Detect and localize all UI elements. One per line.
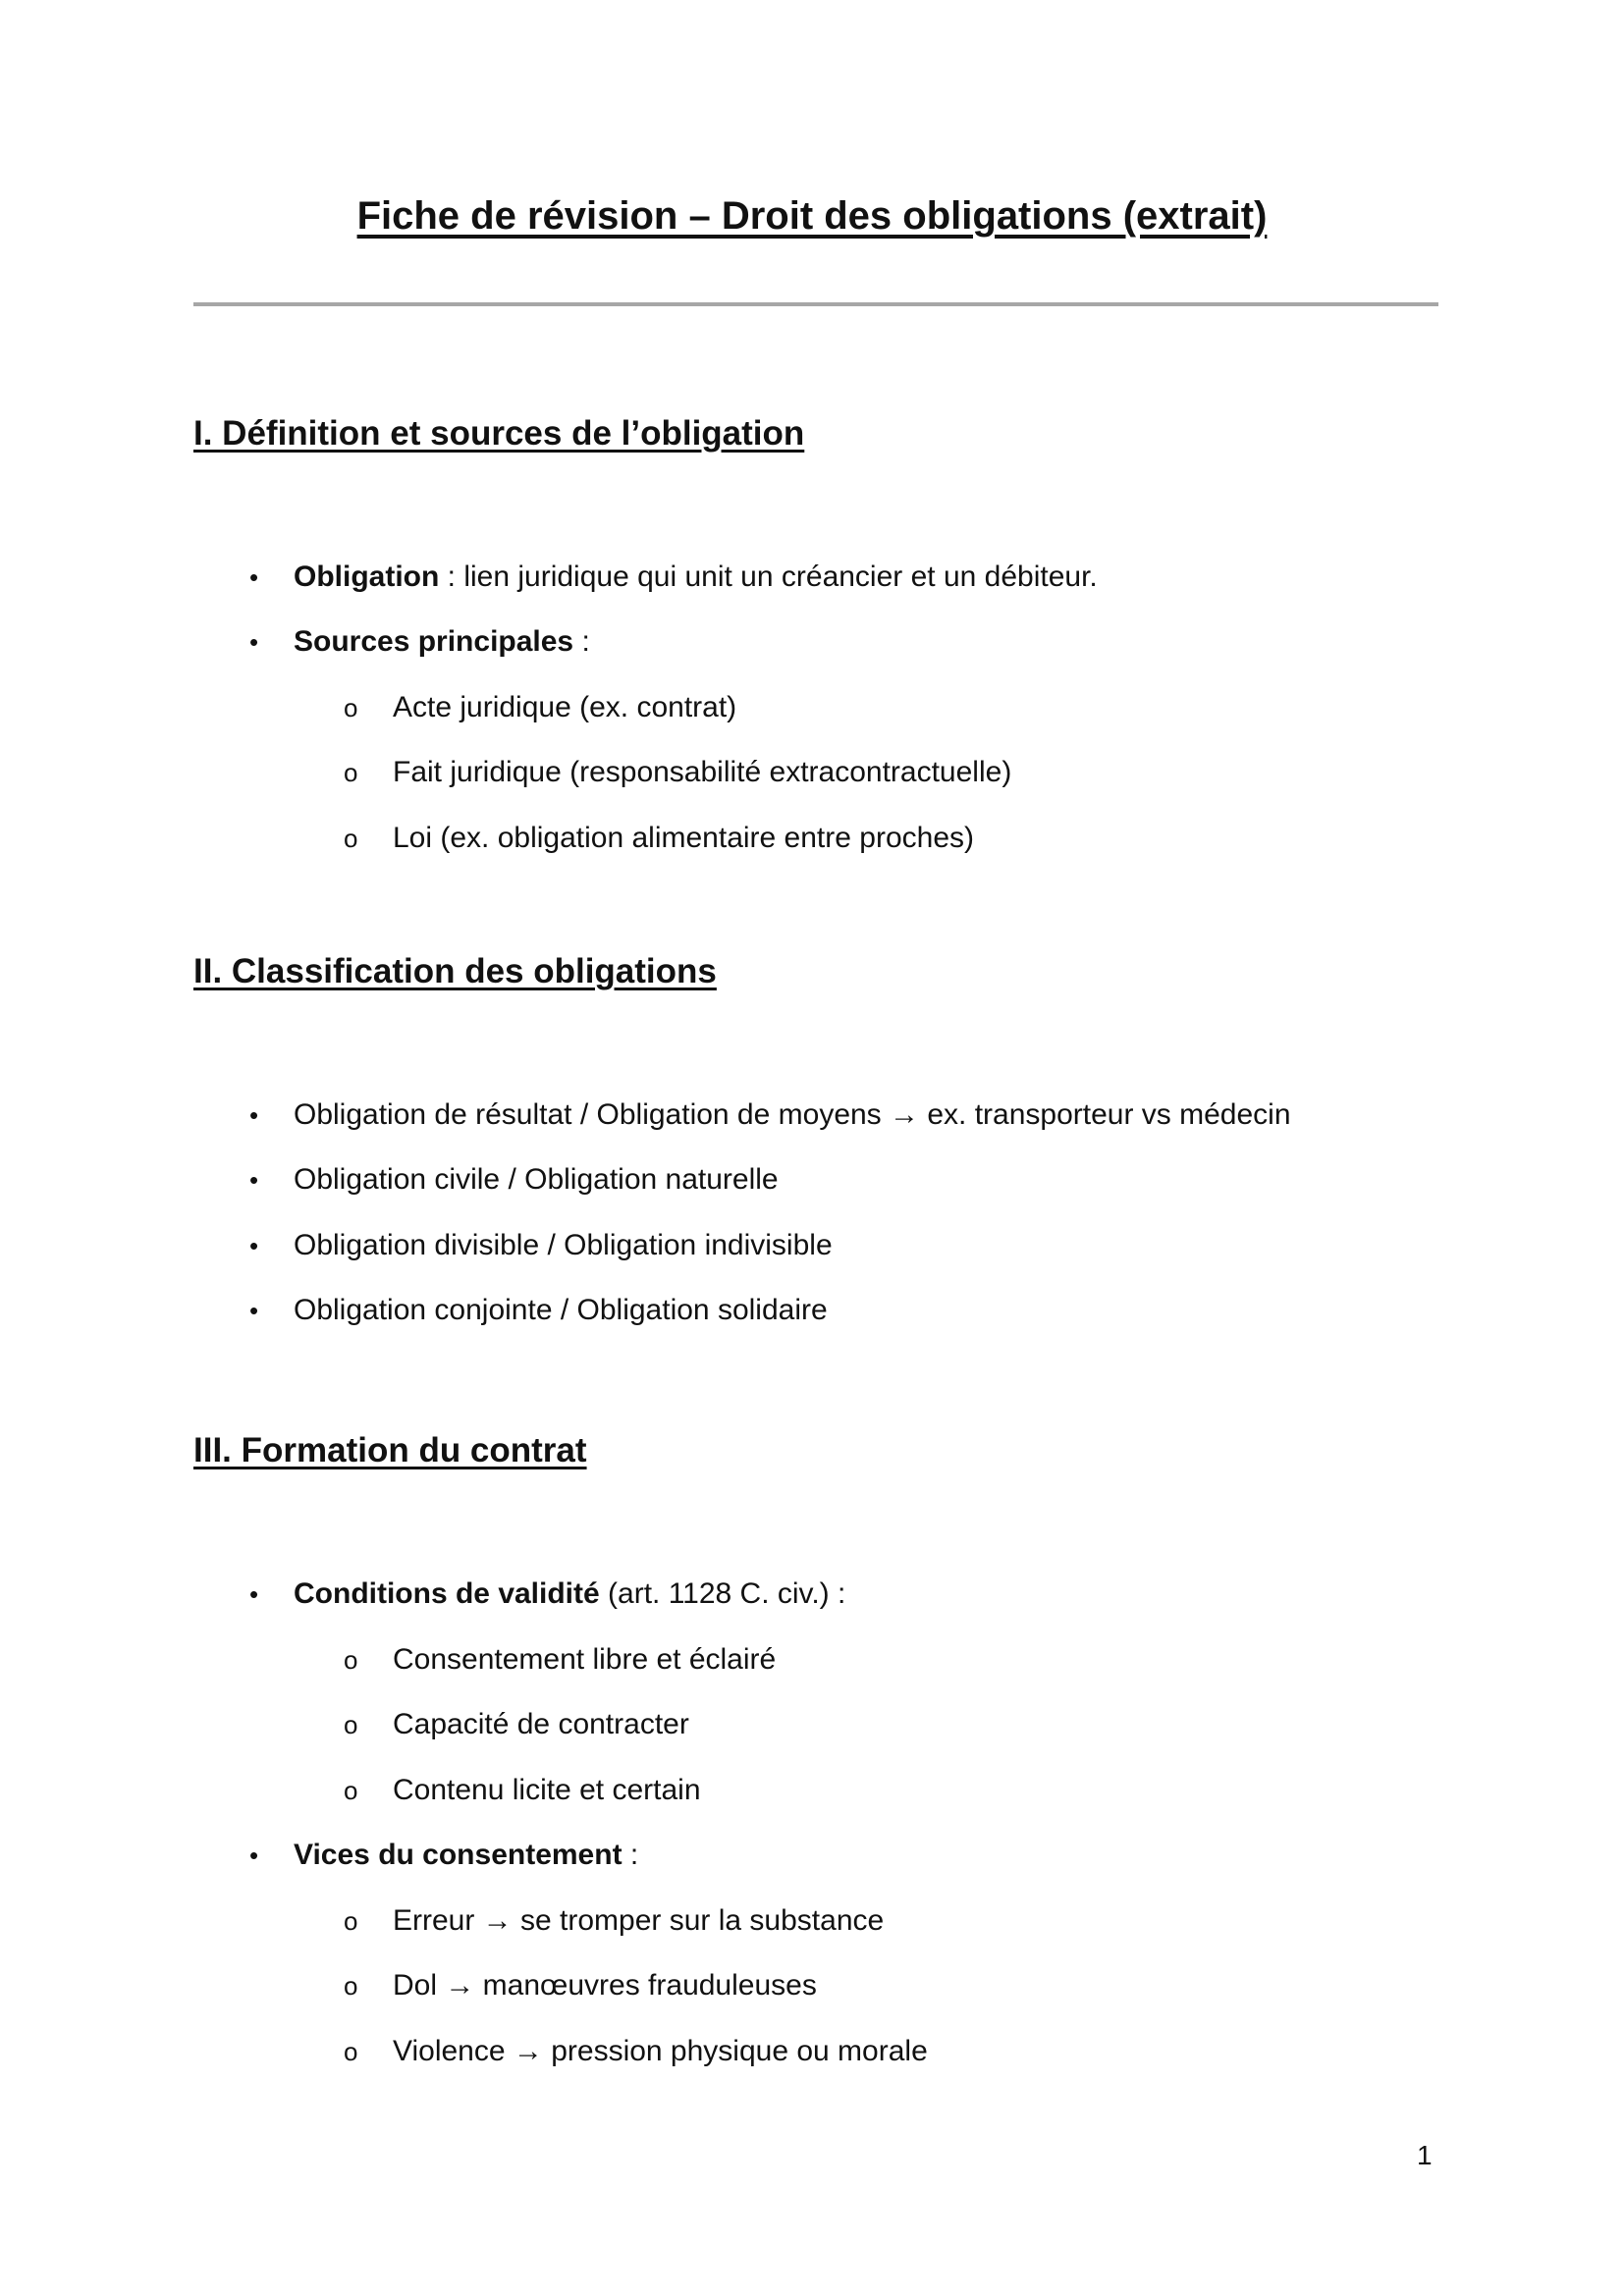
list-item-text: Obligation civile / Obligation naturelle	[294, 1163, 779, 1196]
sub-bullet-marker: o	[344, 824, 358, 853]
term-definition: : lien juridique qui unit un créancier et un débiteur.	[439, 561, 1098, 593]
bullet-marker: •	[249, 562, 259, 592]
sub-item-text: Capacité de contracter	[393, 1708, 689, 1740]
term-label: Vices du consentement	[294, 1839, 623, 1871]
bullet-marker: •	[249, 1579, 259, 1609]
document-title: Fiche de révision – Droit des obligations (extrait)	[356, 194, 1268, 238]
term-definition: :	[622, 1839, 639, 1871]
section-heading-1: I. Définition et sources de l’obligation	[193, 414, 805, 453]
list-item-text: Obligation divisible / Obligation indivisible	[294, 1229, 833, 1261]
section-heading-3: III. Formation du contrat	[193, 1431, 587, 1469]
section-heading-2: II. Classification des obligations	[193, 952, 717, 990]
sub-bullet-marker: o	[344, 1710, 358, 1739]
sub-bullet-marker: o	[344, 2037, 358, 2066]
bullet-marker: •	[249, 1165, 259, 1195]
sub-item-text: Consentement libre et éclairé	[393, 1643, 777, 1676]
title-divider	[193, 302, 1438, 306]
sub-bullet-marker: o	[344, 1906, 358, 1936]
bullet-marker: •	[249, 1100, 259, 1130]
sub-item-text: Violence → pression physique ou morale	[393, 2035, 928, 2067]
bullet-marker: •	[249, 627, 259, 657]
bullet-marker: •	[249, 1296, 259, 1325]
sub-item-text: Contenu licite et certain	[393, 1774, 701, 1806]
sub-bullet-marker: o	[344, 1971, 358, 2001]
term-label: Obligation	[294, 561, 440, 593]
bullet-marker: •	[249, 1231, 259, 1260]
page-number: 1	[1417, 2140, 1433, 2170]
sub-bullet-marker: o	[344, 1776, 358, 1805]
bullet-marker: •	[249, 1841, 259, 1870]
term-definition: (art. 1128 C. civ.) :	[599, 1577, 846, 1610]
sub-item-text: Acte juridique (ex. contrat)	[393, 691, 737, 723]
term-definition: :	[573, 625, 590, 658]
sub-item-text: Fait juridique (responsabilité extracontractuelle)	[393, 756, 1012, 788]
sub-item-text: Dol → manœuvres frauduleuses	[393, 1969, 817, 2002]
list-item-text: Obligation de résultat / Obligation de moyens → ex. transporteur vs médecin	[294, 1098, 1291, 1131]
sub-bullet-marker: o	[344, 693, 358, 722]
term-label: Conditions de validité	[294, 1577, 600, 1610]
sub-bullet-marker: o	[344, 758, 358, 787]
sub-bullet-marker: o	[344, 1645, 358, 1675]
sub-item-text: Erreur → se tromper sur la substance	[393, 1904, 885, 1937]
term-label: Sources principales	[294, 625, 574, 658]
list-item-text: Obligation conjointe / Obligation solidaire	[294, 1294, 828, 1326]
sub-item-text: Loi (ex. obligation alimentaire entre proches)	[393, 822, 974, 854]
